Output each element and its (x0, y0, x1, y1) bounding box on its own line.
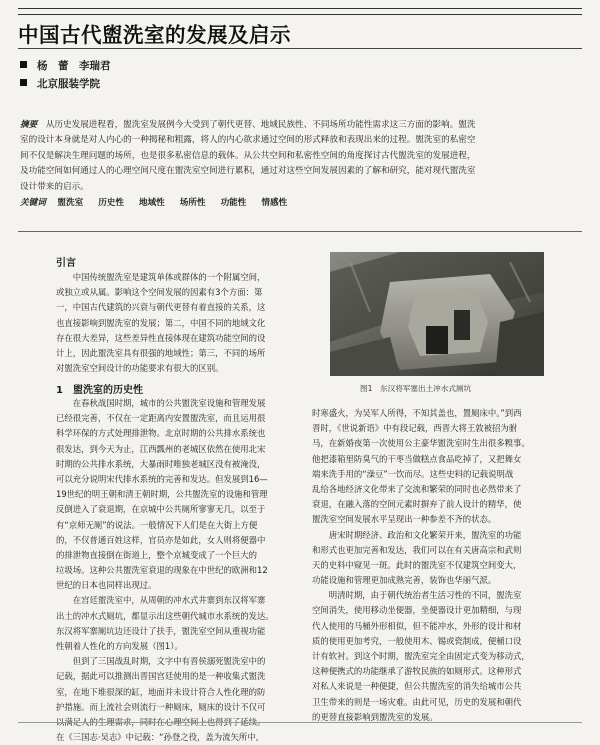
body-line: 乱给各地经济文化带来了交流和繁荣的同时也必然带来了 (312, 483, 522, 494)
body-line: 卫生带来的则是一场灾难。由此可见，历史的发展和朝代 (312, 696, 522, 707)
bottom-rule (18, 722, 582, 723)
section-rule (18, 231, 582, 232)
keywords (20, 196, 299, 208)
intro-heading: 引言 (56, 258, 76, 269)
body-line: 或独立或从属。影响这个空间发展的因素有3个方面：第 (56, 287, 263, 298)
body-line: 很发达，到今天为止，江西瓢州的老城区依然在使用北宋 (56, 443, 266, 454)
body-line: 中国传统盥洗室是建筑单体或群体的一个附属空间， (72, 272, 266, 282)
abstract-line: 摘要 从历史发展进程看，盥洗室发展例今大受到了朝代更替、地域民族性、不同场所功能性需求这三方面的影响。盥洗 (20, 120, 476, 130)
body-line: 唐宋时期经济、政治和文化繁荣开来，盥洗室的功能 (328, 529, 522, 540)
body-line: 世纪的日本也同样出现过。 (56, 580, 157, 591)
abstract-line: 间不仅是解决生理问题的场所，也是很多私密信息的载体。从公共空间和私密性空间的角度探讨古代盥洗室的发展进程， (20, 150, 476, 161)
body-line: 性朝着人性化的方向发展（图1）。 (56, 641, 183, 651)
author-line (20, 58, 111, 73)
body-line: 记载，据此可以推测出晋国宫廷使用的是一种收集式盥洗 (56, 671, 266, 682)
body-line: 和形式也更加完善和发达，我们可以在有关唐高宗和武则 (312, 544, 522, 555)
abstract-line: 及功能空间如何通过人的心理空间尺度在盥洗室空间进行累积，通过对这些空间发展因素的了解和研究，能对现代盥洗室 (20, 166, 476, 177)
body-line: 19世纪的明王朝和清王朝时期，公共盥洗室的设施和管理 (56, 489, 268, 500)
body-line: 对私人来说是一种便捷，但公共盥洗室的消失给城市公共 (312, 681, 522, 692)
keyword: 场所性 (179, 198, 206, 208)
body-line: 出土的冲水式厕坑，都显示出这些朝代城市水系统的发达。 (56, 610, 274, 621)
section-1-heading: 1 盥洗室的历史性 (56, 385, 143, 396)
body-line: 在《三国志·吴志》中记载：“孙登之役，盖为流矢所中， (56, 732, 264, 743)
body-line: 代人使用的马桶外形相似，但不能冲水，外形的设计和材 (312, 620, 522, 631)
author-names: 杨 蕾 李瑞君 (37, 60, 111, 72)
body-line: 质的使用更加考究，一般使用木、锡或瓷制成，便桶口设 (312, 635, 522, 646)
abstract-line: 室的设计本身就是对人内心的一种揭秘和粗露，将人的内心欲求通过空间的形式释放和表现出来的过程。盥洗室的私密空 (20, 135, 476, 146)
abstract-label: 摘要 (20, 120, 38, 130)
body-line: 一，中国古代建筑的兴衰与朝代更替有着直接的关系，这 (56, 302, 266, 313)
body-line: 室，在地下堆很深的缸，地面并未设计符合人性化理的防 (56, 686, 266, 697)
body-line: 东汉将军寨厕坑边还设计了扶手，盥洗室空间从重视功能 (56, 625, 266, 636)
body-line: 的更替直接影响到盥洗室的发展。 (312, 711, 438, 722)
body-line: 功能设施和管理更加成熟完善，装饰也华丽气派。 (312, 575, 497, 586)
body-line: 计有软衬。到这个时期，盥洗室完全由固定式变为移动式， (312, 651, 530, 661)
body-line: 时寒盛火，为吴军人所得，不知其盖也，置厕床中。”到西 (312, 408, 522, 418)
body-line: 以满足人的生理需求，同时在心理空间上也得到了延续。 (56, 716, 266, 727)
body-line: 这种便携式的功能继承了游牧民族的如厕形式。这种形式 (312, 666, 522, 677)
body-line: 空间消失，使用移动坐便器，坐便器设计更加精细，与现 (312, 605, 522, 616)
affiliation-line (20, 76, 100, 91)
body-line: 计上，因此盥洗室具有很强的地域性；第三，不同的场所 (56, 347, 266, 358)
body-line: 在春秋战国时期，城市的公共盥洗室设施和管理发展 (72, 398, 266, 408)
body-line: 的，不仅普通百姓这样，官员亦是如此，女人则将便器中 (56, 534, 266, 545)
figure-caption: 图1 东汉将军塞出土冲水式厕坑 (360, 384, 472, 393)
body-line: 盥洗室空间发展水平呈现出一种参差不齐的状态。 (312, 514, 497, 525)
body-line: 存在很大差异，这些差异性直接体现在建筑功能空间的设 (56, 332, 266, 343)
abstract (20, 118, 582, 195)
intro-body (56, 270, 280, 376)
keyword: 地域性 (138, 198, 165, 208)
square-bullet-icon (20, 79, 27, 86)
body-line: 可以充分说明宋代排水系统的完善和发达。但发展到16— (56, 473, 268, 484)
body-line: 垃圾场。这种公共盥洗室衰退的现象在中世纪的欧洲和12 (56, 565, 268, 576)
body-line: 反倒进入了衰退期，在京城中公共厕所寥寥无几，以至于 (56, 504, 266, 515)
top-double-rule (18, 8, 582, 15)
keyword: 情感性 (261, 198, 288, 208)
body-line: 的排泄物直接倒在街道上，整个京城变成了一个巨大的 (56, 549, 257, 560)
body-line: 时期的公共排水系统，大暴雨时唯独老城区没有被淹没， (56, 458, 266, 469)
body-line: 护措施。而上流社会则流行一种厕床，厕床的设计不仅可 (56, 701, 266, 712)
body-line: 明清时期，由于朝代统治者生活习性的不同，盥洗室 (328, 590, 522, 601)
title-rule (18, 48, 582, 49)
section-1-body (56, 396, 280, 745)
body-line: 对盥洗室空间设计的功能要求有很大的区别。 (56, 363, 224, 374)
body-line: 但到了三国战乱时期，文字中有晋侯溺死盥洗室中的 (72, 656, 266, 667)
body-line: 他把漆箱里防臭气的干枣当做糕点食品吃掉了，又把舞女 (312, 453, 522, 464)
body-line: 天的史料中窥见一斑。此时的盥洗室不仅建筑空间变大， (312, 559, 522, 570)
article-title: 中国古代盥洗室的发展及启示 (18, 23, 291, 47)
body-line: 也直接影响到盥洗室的发展；第二，中国不同的地域文化 (56, 317, 266, 328)
keyword: 盥洗室 (57, 198, 84, 208)
keyword: 历史性 (98, 198, 124, 208)
affiliation: 北京服装学院 (37, 78, 100, 90)
body-line: 衰退，在融入落的空间元素时摒弃了前人设计的精华，使 (312, 499, 522, 510)
abstract-line: 设计带来的启示。 (20, 181, 89, 192)
keywords-label: 关键词 (20, 198, 46, 208)
body-line: 马，在新婚夜第一次使用公主豪华盥洗室时生出很多糗事。 (312, 438, 530, 449)
body-line: 端来洗手用的“澡豆”一饮而尽。这些史料的记载说明战 (312, 468, 514, 479)
body-line: 科学环保的方式处理排泄物。北京时期的公共排水系统也 (56, 428, 266, 439)
body-line: 在宫廷盥洗室中，从周朝的冲水式井寨到东汉将军寨 (72, 595, 266, 606)
right-column-body (312, 406, 548, 725)
square-bullet-icon (20, 61, 27, 68)
body-line: 有“京师无厕”的说法。一般情况下人们是在大街上方便 (56, 519, 258, 530)
body-line: 晋时，《世说新语》中有段记载，西晋大将王敦被招为驸 (312, 423, 518, 434)
keyword: 功能性 (220, 198, 247, 208)
body-line: 已经很完善，不仅在一定距离内安置盥洗室，而且运用很 (56, 413, 266, 424)
figure-photo (330, 252, 544, 376)
